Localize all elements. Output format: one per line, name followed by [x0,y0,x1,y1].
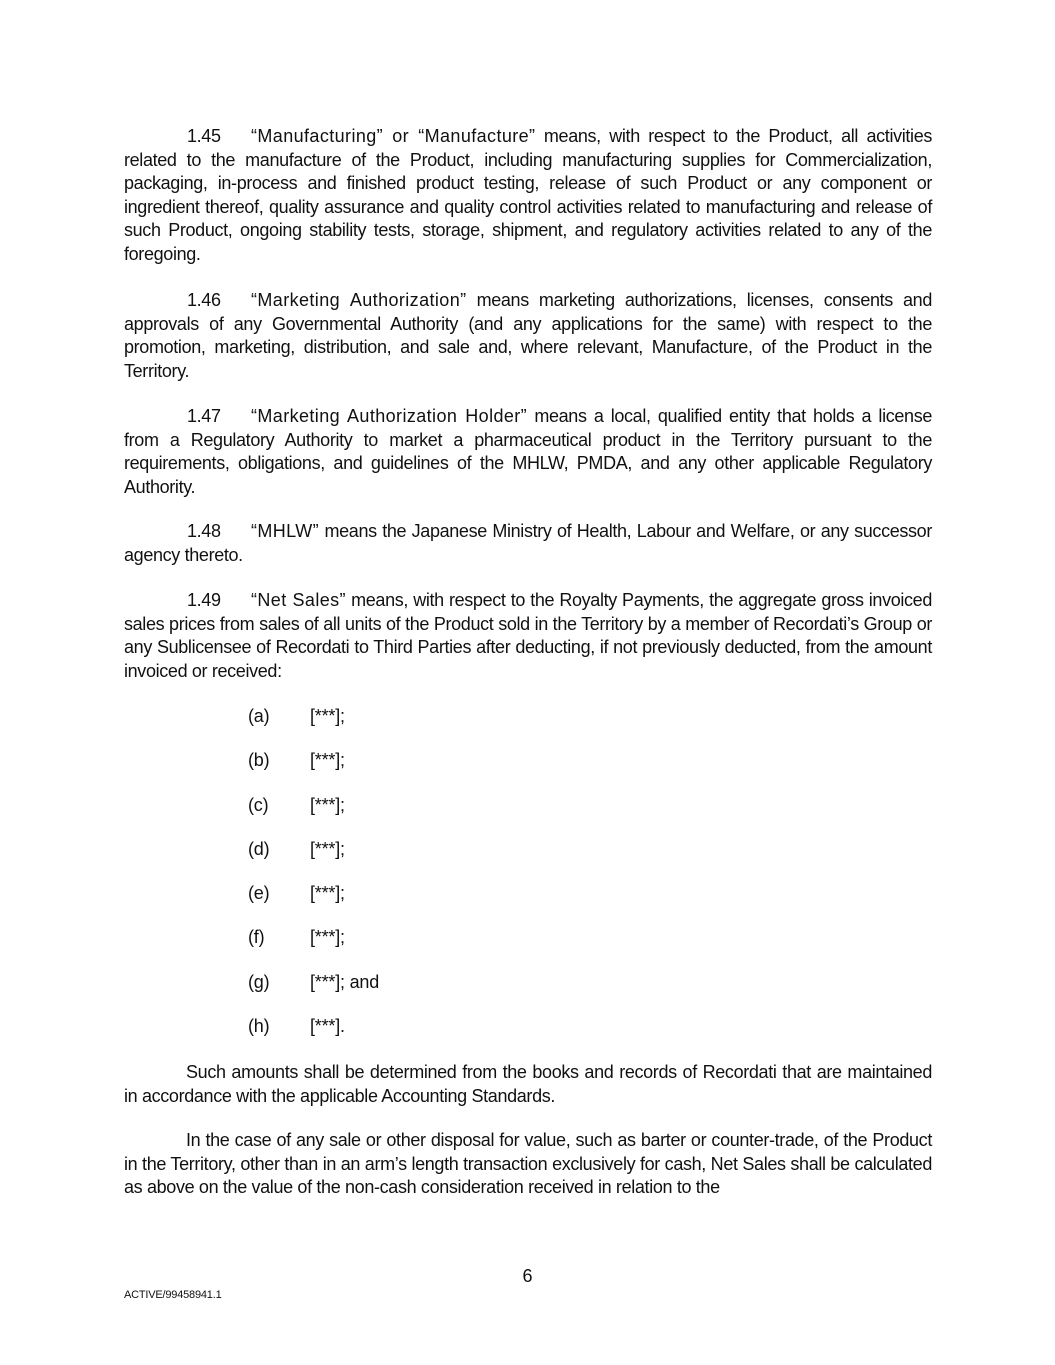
definition-1-48 [124,520,932,567]
definition-1-47 [124,405,932,499]
list-item-label: (f) [248,927,265,948]
defined-term: “Marketing Authorization Holder” [251,406,528,426]
list-item [248,1015,379,1059]
list-item-label: (a) [248,706,270,726]
defined-term: “Manufacturing” or “Manufacture” [251,126,536,146]
defined-term: “Marketing Authorization” [251,290,467,310]
list-item-text: [***]; [310,927,345,948]
list-item [248,749,379,793]
defined-term: “MHLW” [251,521,320,541]
paragraph-text: Such amounts shall be determined from the books and records of Recordati that are maintained in accordance with the applicable Accounting Standards. [124,1062,932,1106]
definition-1-46 [124,289,932,383]
section-number: 1.45 [187,126,221,146]
closing-paragraph-noncash [124,1129,932,1200]
list-item-label: (h) [248,1016,270,1037]
list-item-text: [***]. [310,1016,345,1037]
definition-1-49 [124,589,932,683]
list-item-text: [***]; [310,794,345,815]
section-number: 1.48 [187,521,221,541]
list-item-text: [***]; [310,750,345,771]
list-item-label: (g) [248,971,270,992]
definition-text: means marketing authorizations, licenses, consents and approvals of any Governmental Authority (and any applications for the same) with respect to the promotion, marketing, distribution, and sale and, where relevant, Manufacture, of the Product in the Territory. [124,290,932,381]
definition-text: means, with respect to the Royalty Payments, the aggregate gross invoiced sales prices from sales of all units of the Product sold in the Territory by a member of Recordati’s Group or any Sublicensee of Recordati to Third Parties after deducting, if not previously deducted, from the amount invoiced or received: [124,590,932,681]
list-item-label: (b) [248,750,270,771]
list-item [248,971,379,1015]
list-item-label: (e) [248,883,270,904]
section-number: 1.47 [187,406,221,426]
list-item-text: [***]; [310,883,345,904]
list-item [248,705,379,749]
list-item [248,882,379,926]
list-item-label: (c) [248,794,269,815]
list-item-text: [***]; [310,838,345,859]
list-item [248,838,379,882]
section-number: 1.49 [187,590,221,610]
definition-text: means the Japanese Ministry of Health, Labour and Welfare, or any successor agency thereto. [124,521,932,565]
list-item-label: (d) [248,838,270,859]
list-item-text: [***]; [310,706,345,726]
defined-term: “Net Sales” [251,590,346,610]
list-item [248,794,379,838]
page-number: 6 [522,1266,533,1286]
definition-1-45 [124,125,932,267]
definition-text: means a local, qualified entity that holds a license from a Regulatory Authority to market a pharmaceutical product in the Territory pursuant to the requirements, obligations, and guidelines of the MHLW, PMDA, and any other applicable Regulatory Authority. [124,406,933,497]
section-number: 1.46 [187,290,221,310]
deductions-list [248,705,379,1059]
definition-text: means, with respect to the Product, all activities related to the manufacture of the Product, including manufacturing supplies for Commercialization, packaging, in-process and finished product testing, release of such Product or any component or ingredient thereof, quality assurance and quality control activities related to manufacturing and release of such Product, ongoing stability tests, storage, shipment, and regulatory activities related to any of the foregoing. [124,126,933,264]
document-id: ACTIVE/99458941.1 [124,1289,222,1301]
paragraph-text: In the case of any sale or other disposal for value, such as barter or counter-trade, of the Product in the Territory, other than in an arm’s length transaction exclusively for cash, Net Sales shall be calculated as above on the value of the non-cash consideration received in relation to the [124,1130,932,1198]
list-item-text: [***]; and [310,971,380,992]
closing-paragraph-amounts [124,1061,932,1108]
list-item [248,926,379,970]
